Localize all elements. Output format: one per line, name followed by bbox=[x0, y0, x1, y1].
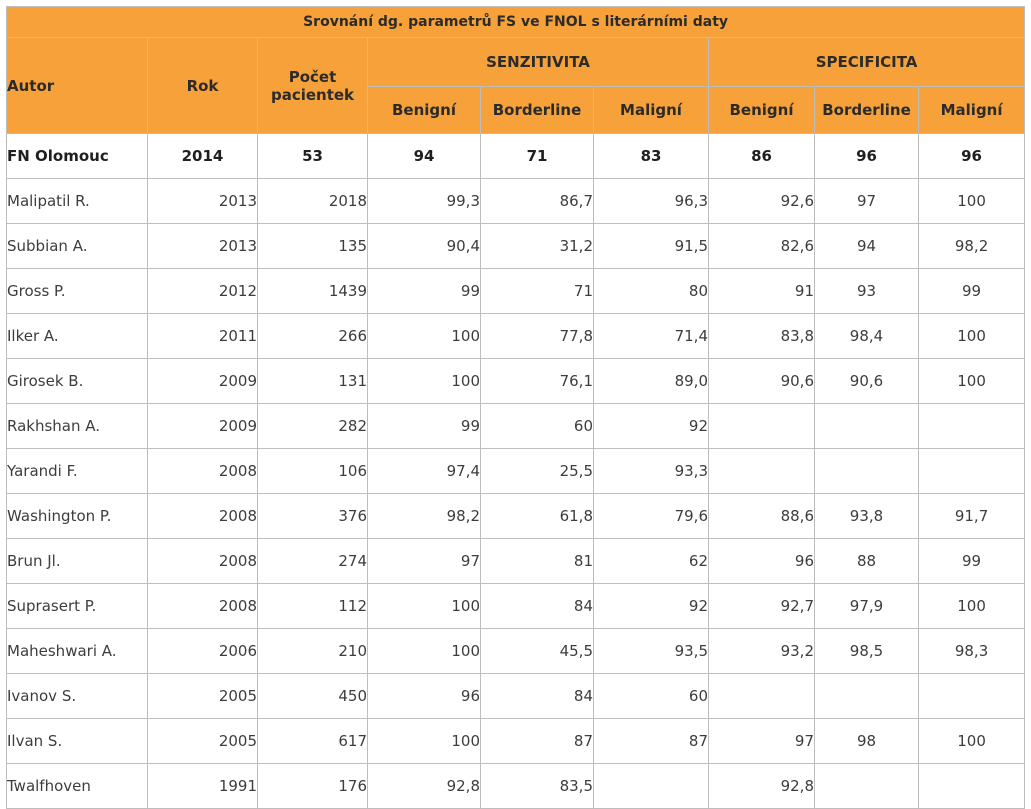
header-spec-borderline: Borderline bbox=[815, 87, 919, 134]
cell-year: 2011 bbox=[148, 314, 258, 359]
table-row bbox=[7, 494, 1025, 539]
cell-sens-borderline: 61,8 bbox=[481, 494, 594, 539]
cell-spec-benign: 86 bbox=[709, 134, 815, 179]
cell-patients: 112 bbox=[258, 584, 368, 629]
cell-patients: 53 bbox=[258, 134, 368, 179]
cell-spec-malignant: 99 bbox=[919, 539, 1025, 584]
cell-year: 2008 bbox=[148, 494, 258, 539]
cell-patients: 106 bbox=[258, 449, 368, 494]
cell-sens-benign: 97,4 bbox=[368, 449, 481, 494]
table-row bbox=[7, 404, 1025, 449]
cell-spec-malignant: 100 bbox=[919, 719, 1025, 764]
cell-author: Girosek B. bbox=[7, 359, 148, 404]
cell-year: 2009 bbox=[148, 404, 258, 449]
header-pocet-pacientek: Počet pacientek bbox=[258, 38, 368, 134]
cell-spec-borderline bbox=[815, 404, 919, 449]
header-sens-benigni: Benigní bbox=[368, 87, 481, 134]
cell-patients: 376 bbox=[258, 494, 368, 539]
cell-spec-malignant: 100 bbox=[919, 584, 1025, 629]
cell-sens-malignant: 92 bbox=[594, 404, 709, 449]
cell-spec-malignant: 100 bbox=[919, 314, 1025, 359]
table-row bbox=[7, 674, 1025, 719]
cell-spec-borderline: 93,8 bbox=[815, 494, 919, 539]
cell-author: Washington P. bbox=[7, 494, 148, 539]
cell-spec-benign: 88,6 bbox=[709, 494, 815, 539]
cell-year: 2013 bbox=[148, 224, 258, 269]
cell-sens-benign: 92,8 bbox=[368, 764, 481, 809]
table-row bbox=[7, 359, 1025, 404]
cell-spec-malignant bbox=[919, 404, 1025, 449]
cell-sens-benign: 100 bbox=[368, 629, 481, 674]
cell-sens-malignant: 80 bbox=[594, 269, 709, 314]
cell-sens-benign: 94 bbox=[368, 134, 481, 179]
cell-sens-benign: 100 bbox=[368, 584, 481, 629]
cell-author: Gross P. bbox=[7, 269, 148, 314]
cell-sens-malignant: 87 bbox=[594, 719, 709, 764]
cell-spec-benign: 92,8 bbox=[709, 764, 815, 809]
cell-spec-borderline: 98 bbox=[815, 719, 919, 764]
cell-sens-malignant: 91,5 bbox=[594, 224, 709, 269]
cell-patients: 135 bbox=[258, 224, 368, 269]
cell-author: Maheshwari A. bbox=[7, 629, 148, 674]
cell-spec-borderline: 94 bbox=[815, 224, 919, 269]
cell-spec-malignant: 100 bbox=[919, 359, 1025, 404]
cell-author: Ivanov S. bbox=[7, 674, 148, 719]
cell-sens-borderline: 86,7 bbox=[481, 179, 594, 224]
cell-year: 2006 bbox=[148, 629, 258, 674]
cell-spec-borderline: 97,9 bbox=[815, 584, 919, 629]
cell-year: 2008 bbox=[148, 584, 258, 629]
cell-spec-malignant bbox=[919, 674, 1025, 719]
cell-sens-benign: 90,4 bbox=[368, 224, 481, 269]
cell-year: 2008 bbox=[148, 539, 258, 584]
cell-spec-benign: 96 bbox=[709, 539, 815, 584]
cell-year: 2012 bbox=[148, 269, 258, 314]
cell-spec-malignant: 99 bbox=[919, 269, 1025, 314]
cell-sens-borderline: 45,5 bbox=[481, 629, 594, 674]
cell-sens-borderline: 31,2 bbox=[481, 224, 594, 269]
cell-author: FN Olomouc bbox=[7, 134, 148, 179]
cell-sens-borderline: 71 bbox=[481, 269, 594, 314]
cell-sens-benign: 100 bbox=[368, 719, 481, 764]
cell-year: 2005 bbox=[148, 719, 258, 764]
table-row bbox=[7, 134, 1025, 179]
cell-spec-borderline: 97 bbox=[815, 179, 919, 224]
cell-spec-borderline: 98,5 bbox=[815, 629, 919, 674]
cell-spec-benign bbox=[709, 449, 815, 494]
table-row bbox=[7, 629, 1025, 674]
header-spec-benigni: Benigní bbox=[709, 87, 815, 134]
cell-sens-malignant: 79,6 bbox=[594, 494, 709, 539]
cell-sens-malignant: 71,4 bbox=[594, 314, 709, 359]
cell-year: 2008 bbox=[148, 449, 258, 494]
cell-sens-benign: 96 bbox=[368, 674, 481, 719]
cell-spec-malignant: 96 bbox=[919, 134, 1025, 179]
cell-spec-malignant bbox=[919, 449, 1025, 494]
cell-patients: 617 bbox=[258, 719, 368, 764]
cell-sens-borderline: 87 bbox=[481, 719, 594, 764]
cell-sens-borderline: 84 bbox=[481, 584, 594, 629]
cell-spec-borderline bbox=[815, 674, 919, 719]
cell-spec-benign bbox=[709, 674, 815, 719]
cell-sens-borderline: 71 bbox=[481, 134, 594, 179]
cell-author: Ilvan S. bbox=[7, 719, 148, 764]
cell-year: 2009 bbox=[148, 359, 258, 404]
header-autor: Autor bbox=[7, 38, 148, 134]
cell-sens-borderline: 81 bbox=[481, 539, 594, 584]
cell-sens-benign: 97 bbox=[368, 539, 481, 584]
cell-spec-benign: 93,2 bbox=[709, 629, 815, 674]
cell-sens-borderline: 60 bbox=[481, 404, 594, 449]
cell-spec-borderline: 90,6 bbox=[815, 359, 919, 404]
cell-author: Brun Jl. bbox=[7, 539, 148, 584]
cell-author: Rakhshan A. bbox=[7, 404, 148, 449]
cell-patients: 176 bbox=[258, 764, 368, 809]
cell-sens-malignant: 62 bbox=[594, 539, 709, 584]
cell-patients: 2018 bbox=[258, 179, 368, 224]
cell-sens-malignant: 92 bbox=[594, 584, 709, 629]
table-row bbox=[7, 539, 1025, 584]
cell-spec-benign: 92,7 bbox=[709, 584, 815, 629]
cell-spec-malignant bbox=[919, 764, 1025, 809]
cell-sens-benign: 99 bbox=[368, 404, 481, 449]
table-body bbox=[7, 134, 1025, 809]
cell-sens-malignant: 83 bbox=[594, 134, 709, 179]
cell-year: 2014 bbox=[148, 134, 258, 179]
cell-patients: 274 bbox=[258, 539, 368, 584]
cell-year: 1991 bbox=[148, 764, 258, 809]
cell-sens-malignant: 96,3 bbox=[594, 179, 709, 224]
table-row bbox=[7, 449, 1025, 494]
cell-spec-borderline bbox=[815, 449, 919, 494]
cell-spec-benign: 92,6 bbox=[709, 179, 815, 224]
cell-sens-borderline: 83,5 bbox=[481, 764, 594, 809]
table-row bbox=[7, 314, 1025, 359]
cell-sens-benign: 99 bbox=[368, 269, 481, 314]
cell-sens-borderline: 76,1 bbox=[481, 359, 594, 404]
cell-sens-malignant: 89,0 bbox=[594, 359, 709, 404]
cell-spec-borderline: 88 bbox=[815, 539, 919, 584]
header-rok: Rok bbox=[148, 38, 258, 134]
cell-sens-benign: 99,3 bbox=[368, 179, 481, 224]
cell-sens-malignant: 93,3 bbox=[594, 449, 709, 494]
header-senzitivita: SENZITIVITA bbox=[368, 38, 709, 87]
cell-sens-borderline: 77,8 bbox=[481, 314, 594, 359]
cell-sens-borderline: 25,5 bbox=[481, 449, 594, 494]
header-sens-borderline: Borderline bbox=[481, 87, 594, 134]
cell-sens-borderline: 84 bbox=[481, 674, 594, 719]
cell-spec-borderline: 96 bbox=[815, 134, 919, 179]
cell-sens-benign: 98,2 bbox=[368, 494, 481, 539]
cell-author: Twalfhoven bbox=[7, 764, 148, 809]
cell-patients: 210 bbox=[258, 629, 368, 674]
header-spec-maligni: Maligní bbox=[919, 87, 1025, 134]
cell-spec-benign: 83,8 bbox=[709, 314, 815, 359]
table-row bbox=[7, 764, 1025, 809]
header-sens-maligni: Maligní bbox=[594, 87, 709, 134]
cell-author: Suprasert P. bbox=[7, 584, 148, 629]
cell-sens-benign: 100 bbox=[368, 314, 481, 359]
cell-patients: 282 bbox=[258, 404, 368, 449]
cell-spec-benign bbox=[709, 404, 815, 449]
cell-spec-borderline bbox=[815, 764, 919, 809]
table-row bbox=[7, 719, 1025, 764]
comparison-table bbox=[6, 6, 1025, 809]
header-specificita: SPECIFICITA bbox=[709, 38, 1025, 87]
cell-year: 2005 bbox=[148, 674, 258, 719]
cell-spec-malignant: 100 bbox=[919, 179, 1025, 224]
cell-author: Ilker A. bbox=[7, 314, 148, 359]
table-row bbox=[7, 179, 1025, 224]
cell-author: Subbian A. bbox=[7, 224, 148, 269]
cell-author: Malipatil R. bbox=[7, 179, 148, 224]
cell-spec-benign: 91 bbox=[709, 269, 815, 314]
cell-author: Yarandi F. bbox=[7, 449, 148, 494]
cell-spec-malignant: 91,7 bbox=[919, 494, 1025, 539]
cell-spec-malignant: 98,3 bbox=[919, 629, 1025, 674]
cell-patients: 450 bbox=[258, 674, 368, 719]
table-row bbox=[7, 224, 1025, 269]
cell-spec-malignant: 98,2 bbox=[919, 224, 1025, 269]
cell-spec-borderline: 93 bbox=[815, 269, 919, 314]
cell-sens-malignant bbox=[594, 764, 709, 809]
cell-spec-borderline: 98,4 bbox=[815, 314, 919, 359]
cell-sens-malignant: 60 bbox=[594, 674, 709, 719]
cell-spec-benign: 82,6 bbox=[709, 224, 815, 269]
cell-patients: 1439 bbox=[258, 269, 368, 314]
table-row bbox=[7, 584, 1025, 629]
cell-patients: 266 bbox=[258, 314, 368, 359]
table-row bbox=[7, 269, 1025, 314]
cell-sens-malignant: 93,5 bbox=[594, 629, 709, 674]
cell-patients: 131 bbox=[258, 359, 368, 404]
cell-spec-benign: 97 bbox=[709, 719, 815, 764]
cell-year: 2013 bbox=[148, 179, 258, 224]
cell-sens-benign: 100 bbox=[368, 359, 481, 404]
table-title: Srovnání dg. parametrů FS ve FNOL s literárními daty bbox=[7, 7, 1025, 38]
cell-spec-benign: 90,6 bbox=[709, 359, 815, 404]
